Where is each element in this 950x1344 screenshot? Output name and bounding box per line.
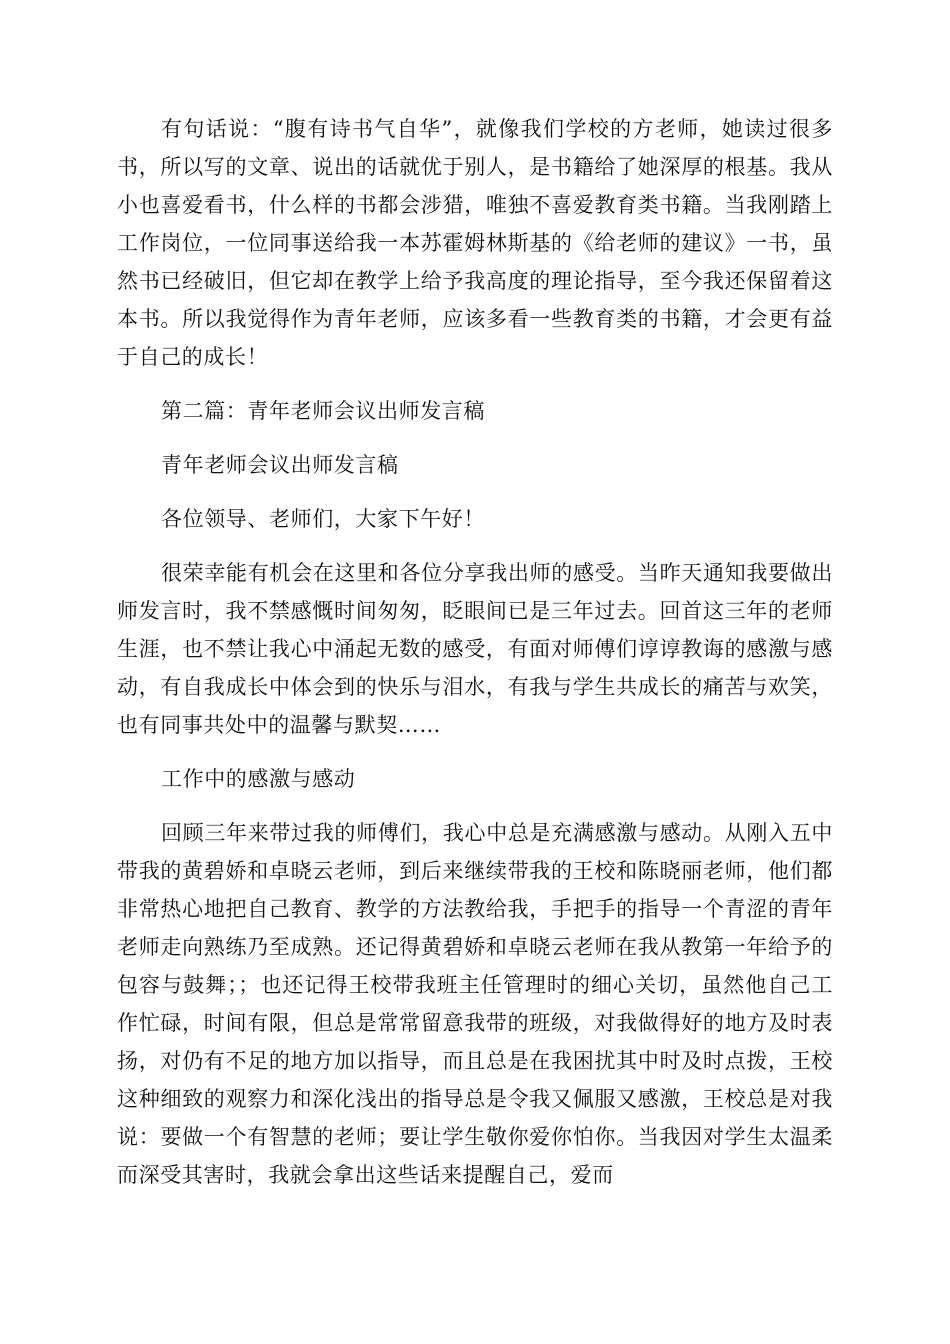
section-title-second-article: 第二篇：青年老师会议出师发言稿 (161, 399, 485, 423)
paragraph-reading-books: 有句话说：“腹有诗书气自华”，就像我们学校的方老师，她读过很多书，所以写的文章、说出的话就优于别人，是书籍给了她深厚的根基。我从小也喜爱看书，什么样的书都会涉猎，唯独不喜爱教育类书籍。当我刚踏上工作岗位，一位同事送给我一本苏霍姆林斯基的《给老师的建议》一书，虽然书已经破旧，但它却在教学上给予我高度的理论指导，至今我还保留着这本书。所以我觉得作为青年老师，应该多看一些教育类的书籍，才会更有益于自己的成长！ (117, 117, 833, 369)
section-heading-gratitude: 工作中的感激与感动 (161, 767, 356, 791)
speech-greeting: 各位领导、老师们，大家下午好！ (161, 507, 485, 531)
speech-title: 青年老师会议出师发言稿 (161, 453, 399, 477)
paragraph-mentors: 回顾三年来带过我的师傅们，我心中总是充满感激与感动。从刚入五中带我的黄碧娇和卓晓云老师，到后来继续带我的王校和陈晓丽老师，他们都非常热心地把自己教育、教学的方法教给我，手把手的指导一个青涩的青年老师走向熟练乃至成熟。还记得黄碧娇和卓晓云老师在我从教第一年给予的包容与鼓舞；；也还记得王校带我班主任管理时的细心关切，虽然他自己工作忙碌，时间有限，但总是常常留意我带的班级，对我做得好的地方及时表扬，对仍有不足的地方加以指导，而且总是在我困扰其中时及时点拨，王校这种细致的观察力和深化浅出的指导总是令我又佩服又感激，王校总是对我说：要做一个有智慧的老师；要让学生敬你爱你怕你。当我因对学生太温柔而深受其害时，我就会拿出这些话来提醒自己，爱而 (117, 821, 833, 1187)
document-body (117, 110, 833, 1210)
paragraph-introduction: 很荣幸能有机会在这里和各位分享我出师的感受。当昨天通知我要做出师发言时，我不禁感慨时间匆匆，眨眼间已是三年过去。回首这三年的老师生涯，也不禁让我心中涌起无数的感受，有面对师傅们谆谆教诲的感激与感动，有自我成长中体会到的快乐与泪水，有我与学生共成长的痛苦与欢笑，也有同事共处中的温馨与默契…… (117, 561, 833, 737)
